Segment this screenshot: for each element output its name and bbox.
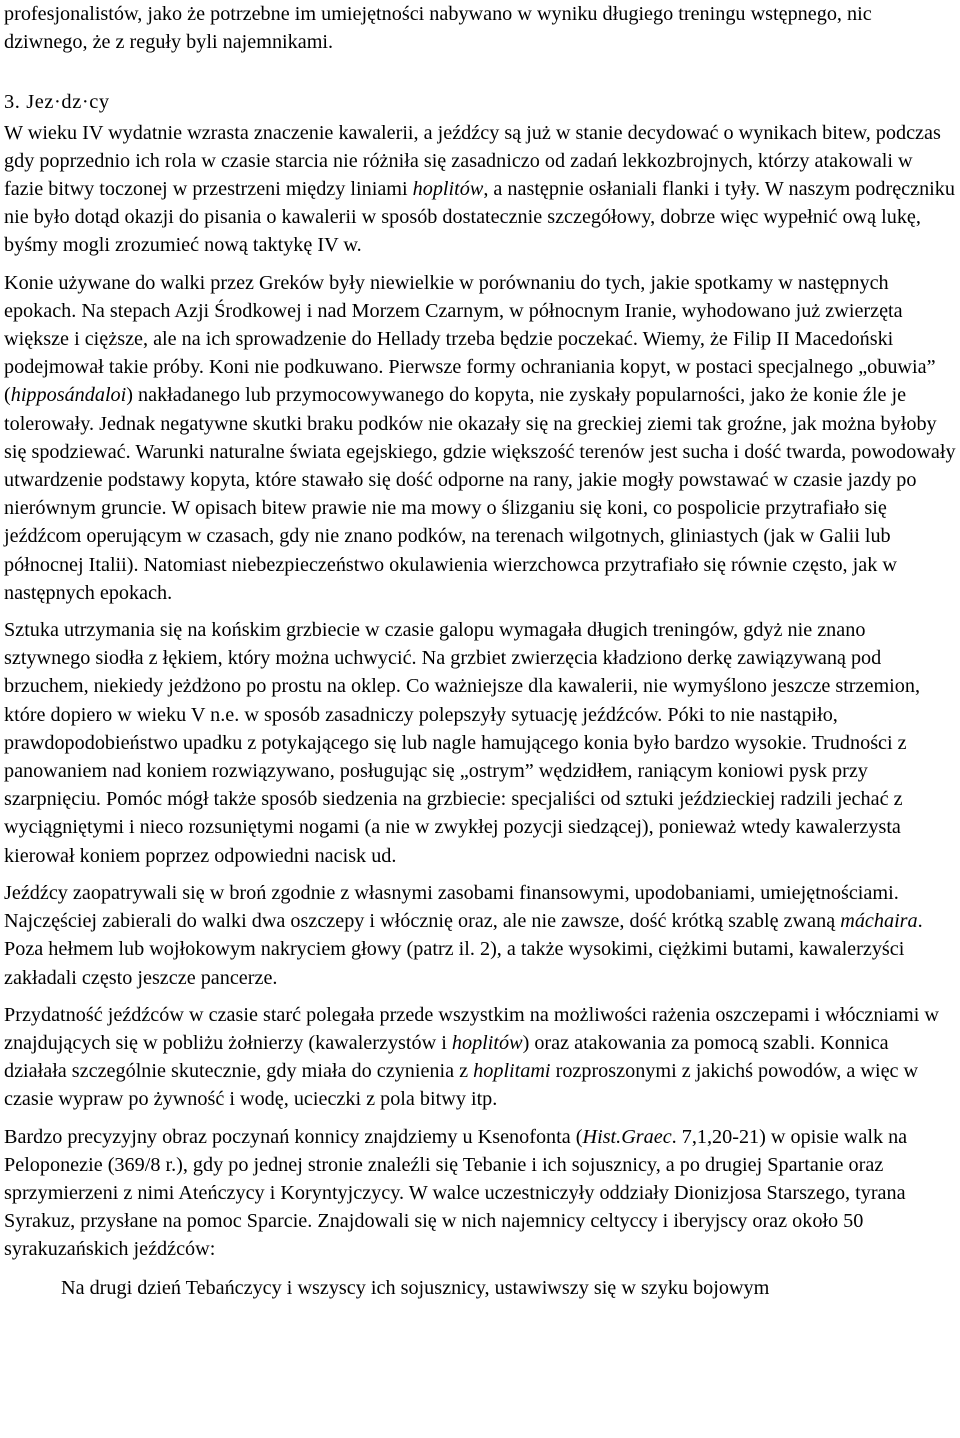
text-span: Jeźdźcy zaopatrywali się w broń zgodnie z własnymi zasobami finansowymi, upodobaniami, umiejętnościami. Najczęściej zabierali do walki dwa oszczepy i włócznię oraz, ale nie zawsze, dość krótką szablę zwaną [4,881,899,933]
italic-citation: Hist.Graec [582,1125,672,1148]
document-page [4,0,956,1302]
section-heading [4,88,956,116]
text-span: Bardzo precyzyjny obraz poczynań konnicy znajdziemy u Ksenofonta ( [4,1125,583,1148]
italic-term: máchaira [840,910,918,933]
text-span: , a następnie osłaniali flanki i tyły. W naszym podręczniku nie było dotąd okazji do pisania o kawalerii w sposób dostatecznie szczegółowy, dobrze więc wypełnić ową lukę, byśmy mogli zrozumieć nową taktykę IV w. [4,178,955,257]
paragraph-horses [4,269,956,607]
paragraph-riding [4,616,956,870]
text-span: profesjonalistów, jako że potrzebne im umiejętności nabywano w wyniku długiego treningu wstępnego, nic dziwnego, że z reguły byli najemnikami. [4,3,872,54]
paragraph-cavalry-role [4,119,956,260]
text-span: Przydatność jeźdźców w czasie starć polegała przede wszystkim na możliwości rażenia oszczepami i włóczniami w znajdujących się w pobliżu żołnierzy (kawalerzystów i [4,1003,939,1054]
text-span: Konie używane do walki przez Greków były niewielkie w porównaniu do tych, jakie spotkamy w następnych epokach. Na stepach Azji Środkowej i nad Morzem Czarnym, w północnym Iranie, wyhodowano już zwierzęta większe i cięższe, ale na ich sprowadzenie do Hellady trzeba będzie poczekać. Wiemy, że Filip II Macedoński podejmował takie próby. Koni nie podkuwano. Pierwsze formy ochraniania kopyt, w postaci specjalnego „obuwia” ( [4,271,936,407]
italic-term: hoplitów [451,1031,523,1054]
text-span: ) nakładanego lub przymocowywanego do kopyta, nie zyskały popularności, jako że konie źle je tolerowały. Jednak negatywne skutki braku podków nie okazały się na greckiej ziemi tak groźne, jak można byłoby się spodziewać. Warunki naturalne świata egejskiego, gdzie większość terenów jest sucha i dość twarda, powodowały utwardzenie podstawy kopyta, które stawało się dość odporne na rany, jakie mogły powstawać w czasie jazdy po nierównym gruncie. W opisach bitew prawie nie ma mowy o ślizganiu się koni, co pospolicie przytrafiało się jeźdźcom operującym w czasach, gdy nie znano podków, na terenach wilgotnych, gliniastych (jak w Galii lub północnej Italii). Natomiast niebezpieczeństwo okulawienia wierzchowca przytrafiało się równie często, jak w następnych epokach. [4,384,956,604]
intro-paragraph [4,0,956,56]
text-span: . Poza hełmem lub wojłokowym nakryciem głowy (patrz il. 2), a także wysokimi, ciężkimi butami, kawalerzyści zakładali często jeszcze pancerze. [4,910,923,989]
paragraph-weapons [4,879,956,992]
text-span: W wieku IV wydatnie wzrasta znaczenie kawalerii, a jeźdźcy są już w stanie decydować o wynikach bitew, podczas gdy poprzednio ich rola w czasie starcia nie różniła się zasadniczo od zadań lekkozbrojnych, którzy atakowali w fazie bitwy toczonej w przestrzeni między liniami [4,121,941,201]
text-span: Sztuka utrzymania się na końskim grzbiecie w czasie galopu wymagała długich treningów, gdyż nie znano sztywnego siodła z łękiem, który można uchwycić. Na grzbiet zwierzęcia kładziono derkę zawiązywaną pod brzuchem, niekiedy jeżdżono po prostu na oklep. Co ważniejsze dla kawalerii, nie wymyślono jeszcze strzemion, które dopiero w wieku V n.e. w sposób zasadniczy polepszyły sytuację jeźdźców. Póki to nie nastąpiło, prawdopodobieństwo upadku z potykającego się lub nagle hamującego konia było bardzo wysokie. Trudności z panowaniem nad koniem rozwiązywano, posługując się „ostrym” wędzidłem, raniącym koniowi pysk przy szarpnięciu. Pomóc mógł także sposób siedzenia na grzbiecie: specjaliści od sztuki jeździeckiej radzili jechać z wyciągniętymi i nieco rozsuniętymi nogami (a nie w zwykłej pozycji siedzącej), ponieważ wtedy kawalerzysta kierował koniem poprzez odpowiedni nacisk ud. [4,619,920,867]
text-span: rozproszonymi z jakichś powodów, a więc w czasie wypraw po żywność i wodę, ucieczki z pola bitwy itp. [4,1060,919,1111]
quote-text: Na drugi dzień Tebańczycy i wszyscy ich sojusznicy, ustawiwszy się w szyku bojowym [61,1276,770,1299]
heading-text: 3. Jez·dz·cy [4,91,110,114]
italic-term: hoplitami [473,1060,551,1083]
paragraph-xenophon [4,1123,956,1264]
italic-term: hoplitów [412,178,484,201]
italic-term: hipposándaloi [10,384,127,407]
text-span: ) oraz atakowania za pomocą szabli. Konnica działała szczególnie skutecznie, gdy miała do czynienia z [4,1031,889,1083]
block-quote [4,1274,956,1302]
paragraph-usefulness [4,1001,956,1114]
text-span: . 7,1,20-21) w opisie walk na Peloponezie (369/8 r.), gdy po jednej stronie znaleźli się Tebanie i ich sojusznicy, a po drugiej Spartanie oraz sprzymierzeni z nimi Ateńczycy i Koryntyjczycy. W walce uczestniczyły oddziały Dionizjosa Starszego, tyrana Syrakuz, przysłane na pomoc Sparcie. Znajdowali się w nich najemnicy celtyccy i iberyjscy oraz około 50 syrakuzańskich jeźdźców: [4,1125,908,1261]
